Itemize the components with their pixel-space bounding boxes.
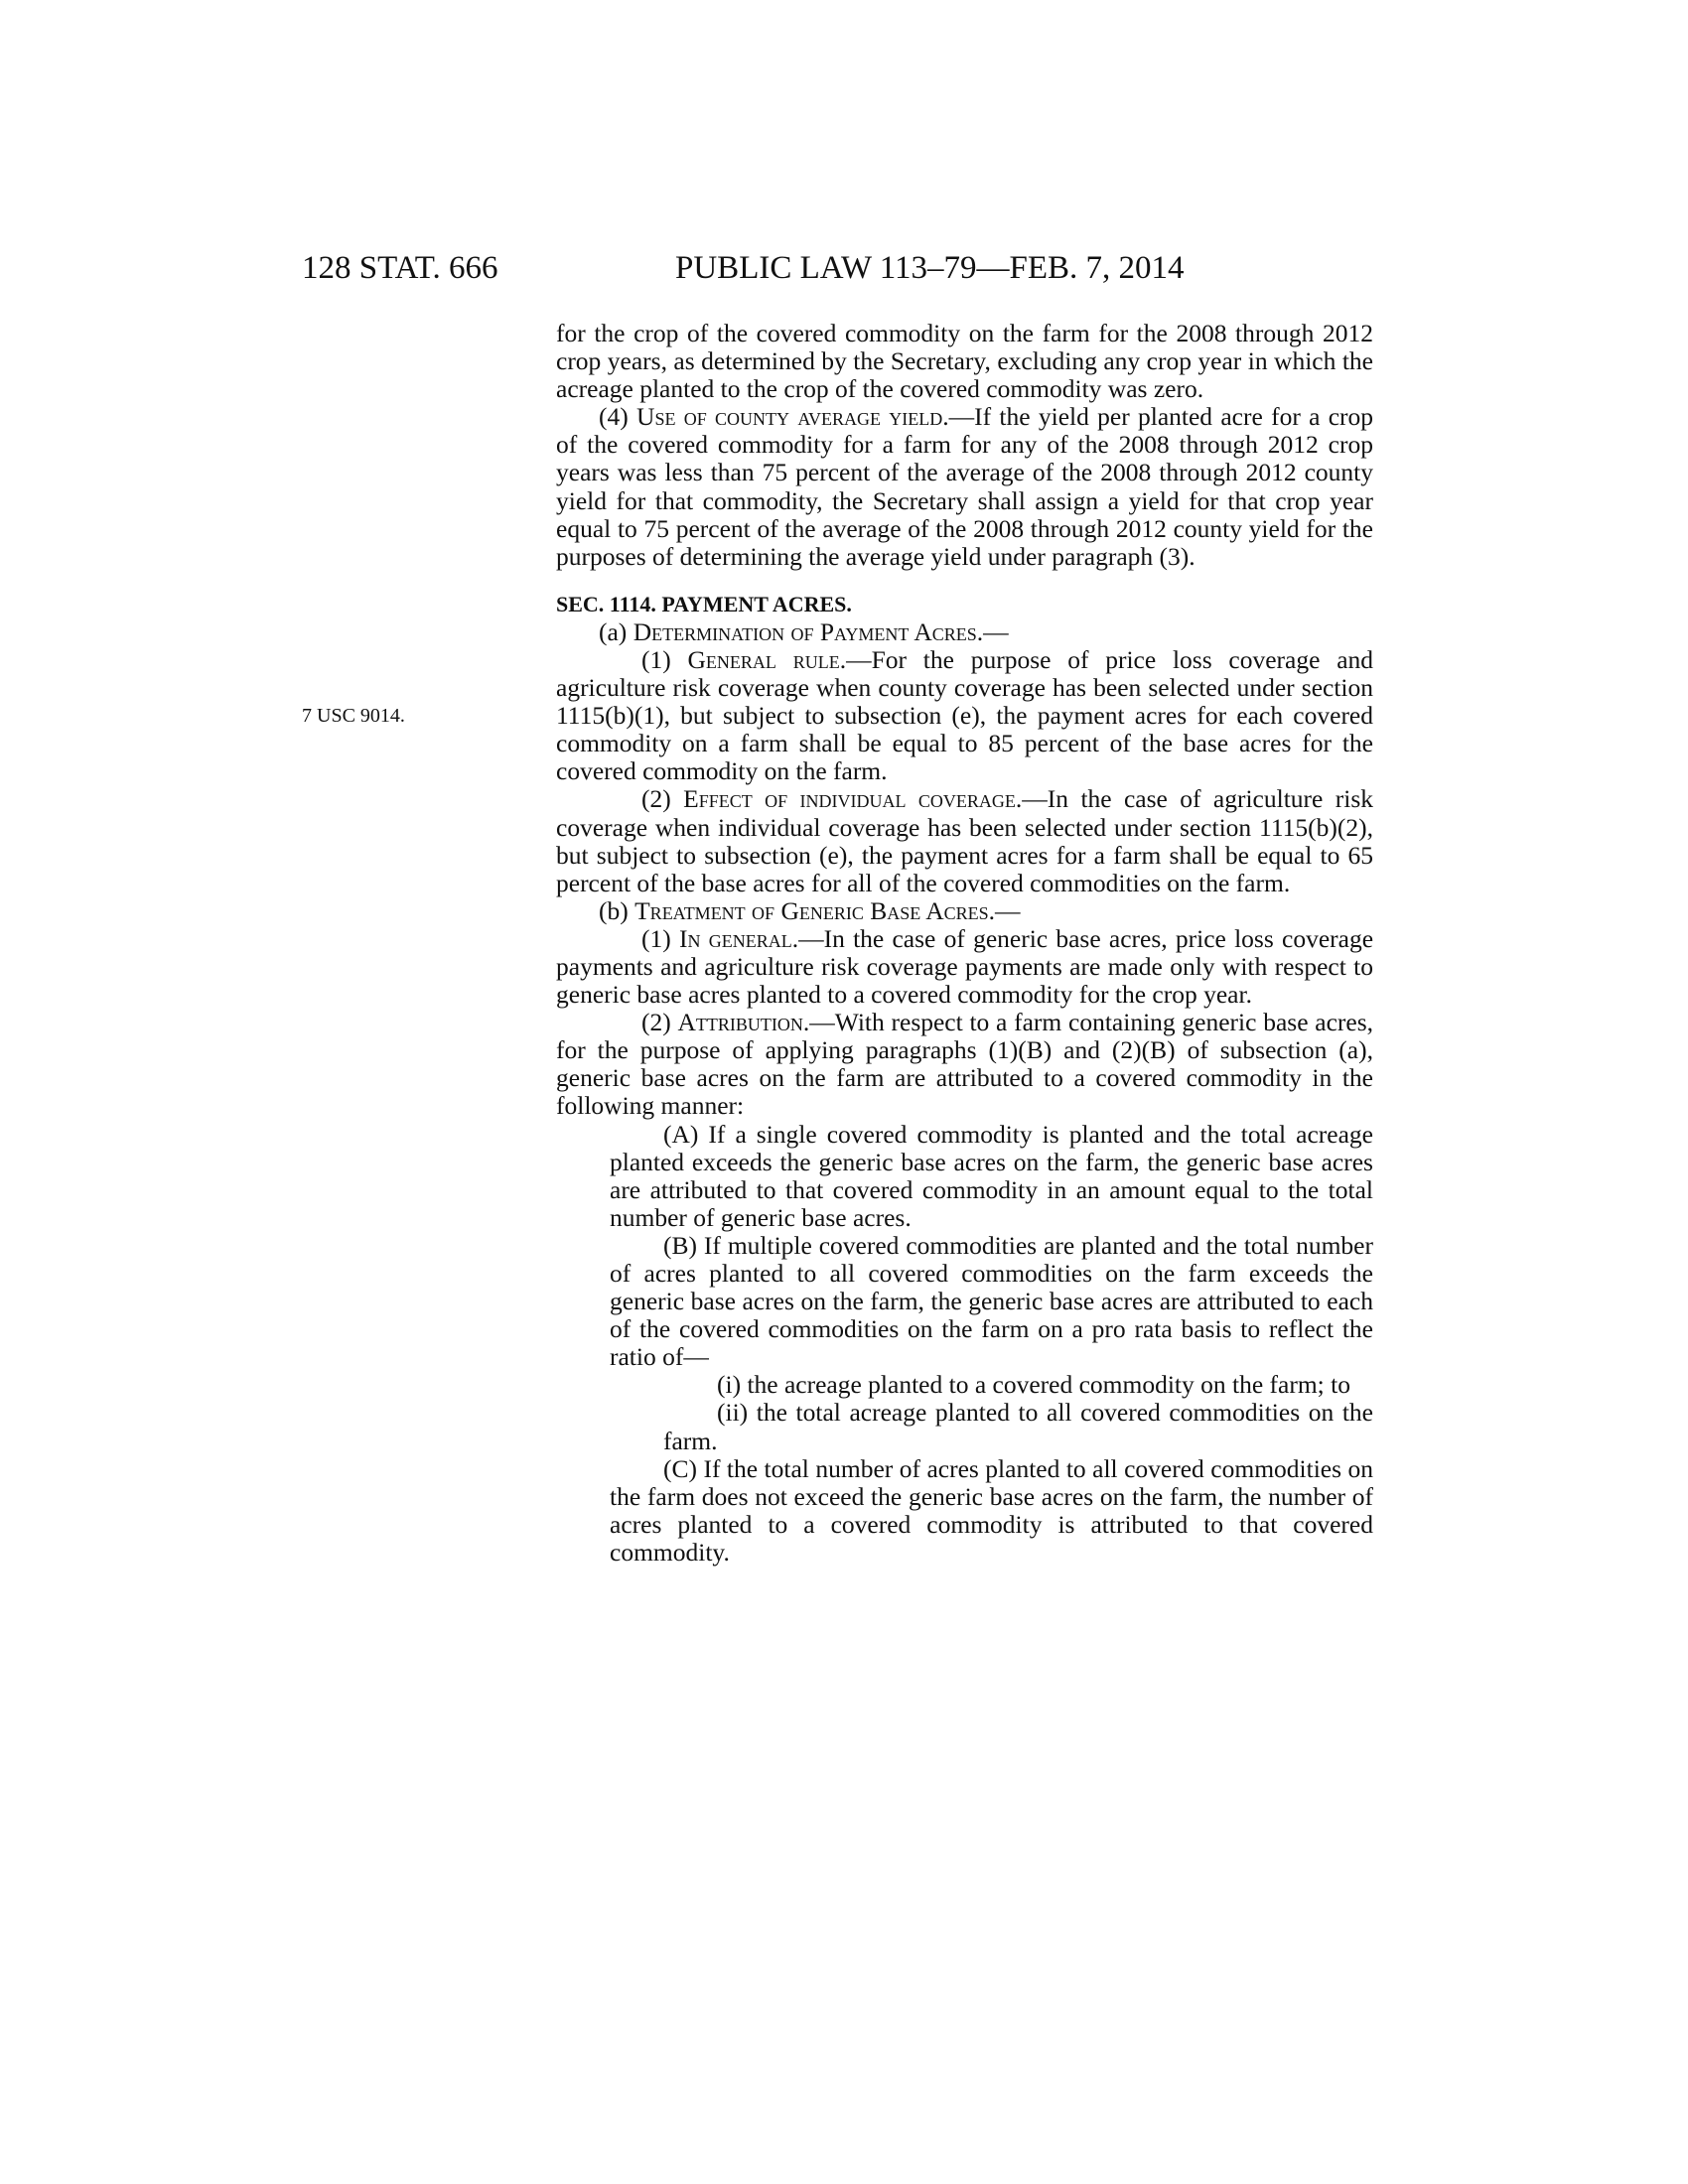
paragraph-4-heading: Use of county average yield: [636, 402, 943, 432]
paragraph-b1: (1) In general.—In the case of generic base acres, price loss coverage payments and agriculture risk coverage payments are made only with respect to generic base acres planted to a covered commodity for the crop year.: [556, 923, 1374, 1010]
subsection-a-heading: (a) Determination of Payment Acres.—: [599, 616, 1009, 646]
subsection-b-heading: (b) Treatment of Generic Base Acres.—: [599, 895, 1021, 925]
continuation-paragraph: for the crop of the covered commodity on the farm for the 2008 through 2012 crop years, as determined by the Secretary, excluding any crop year in which the acreage planted to the crop of the covered commodity was zero.: [556, 319, 1373, 404]
usc-margin-note: 7 USC 9014.: [302, 705, 405, 727]
public-law-header: PUBLIC LAW 113–79—FEB. 7, 2014: [675, 250, 1185, 286]
subparagraph-B: (B) If multiple covered commodities are planted and the total number of acres planted to all covered commodities on the farm exceeds the generic base acres on the farm, the generic base acres are attributed to each of the covered commodities on the farm on a pro rata basis to reflect the ratio of—: [610, 1230, 1373, 1372]
subparagraph-C: (C) If the total number of acres planted to all covered commodities on the farm does not exceed the generic base acres on the farm, the number of acres planted to a covered commodity is attributed to that covered commodity.: [610, 1453, 1373, 1567]
section-heading: SEC. 1114. PAYMENT ACRES.: [556, 591, 852, 616]
paragraph-a2: (2) Effect of individual coverage.—In the case of agriculture risk coverage when individual coverage has been selected under section 1115(b)(2), but subject to subsection (e), the payment acres for a farm shall be equal to 65 percent of the base acres for all of the covered commodities on the farm.: [556, 784, 1373, 897]
clause-i: (i) the acreage planted to a covered commodity on the farm; to: [717, 1370, 1350, 1400]
clause-ii: (ii) the total acreage planted to all covered commodities on the farm.: [663, 1398, 1373, 1455]
subparagraph-A: (A) If a single covered commodity is planted and the total acreage planted exceeds the generic base acres on the farm, the generic base acres are attributed to that covered commodity in an amount equal to the total number of generic base acres.: [610, 1119, 1373, 1232]
paragraph-b2: (2) Attribution.—With respect to a farm containing generic base acres, for the purpose of applying paragraphs (1)(B) and (2)(B) of subsection (a), generic base acres on the farm are attributed to a covered commodity in the following manner:: [556, 1008, 1374, 1121]
paragraph-4: (4) Use of county average yield.—If the yield per planted acre for a crop of the covered commodity for a farm for any of the 2008 through 2012 crop years was less than 75 percent of the average of the 2008 through 2012 county yield for that commodity, the Secretary shall assign a yield for that crop year equal to 75 percent of the average of the 2008 through 2012 county yield for the purposes of determining the average yield under paragraph (3).: [556, 402, 1374, 571]
page-body: [556, 320, 1373, 1567]
paragraph-a1: (1) General rule.—For the purpose of price loss coverage and agriculture risk coverage when county coverage has been selected under section 1115(b)(1), but subject to subsection (e), the payment acres for each covered commodity on a farm shall be equal to 85 percent of the base acres for the covered commodity on the farm.: [556, 644, 1374, 786]
stat-citation: 128 STAT. 666: [302, 250, 498, 286]
